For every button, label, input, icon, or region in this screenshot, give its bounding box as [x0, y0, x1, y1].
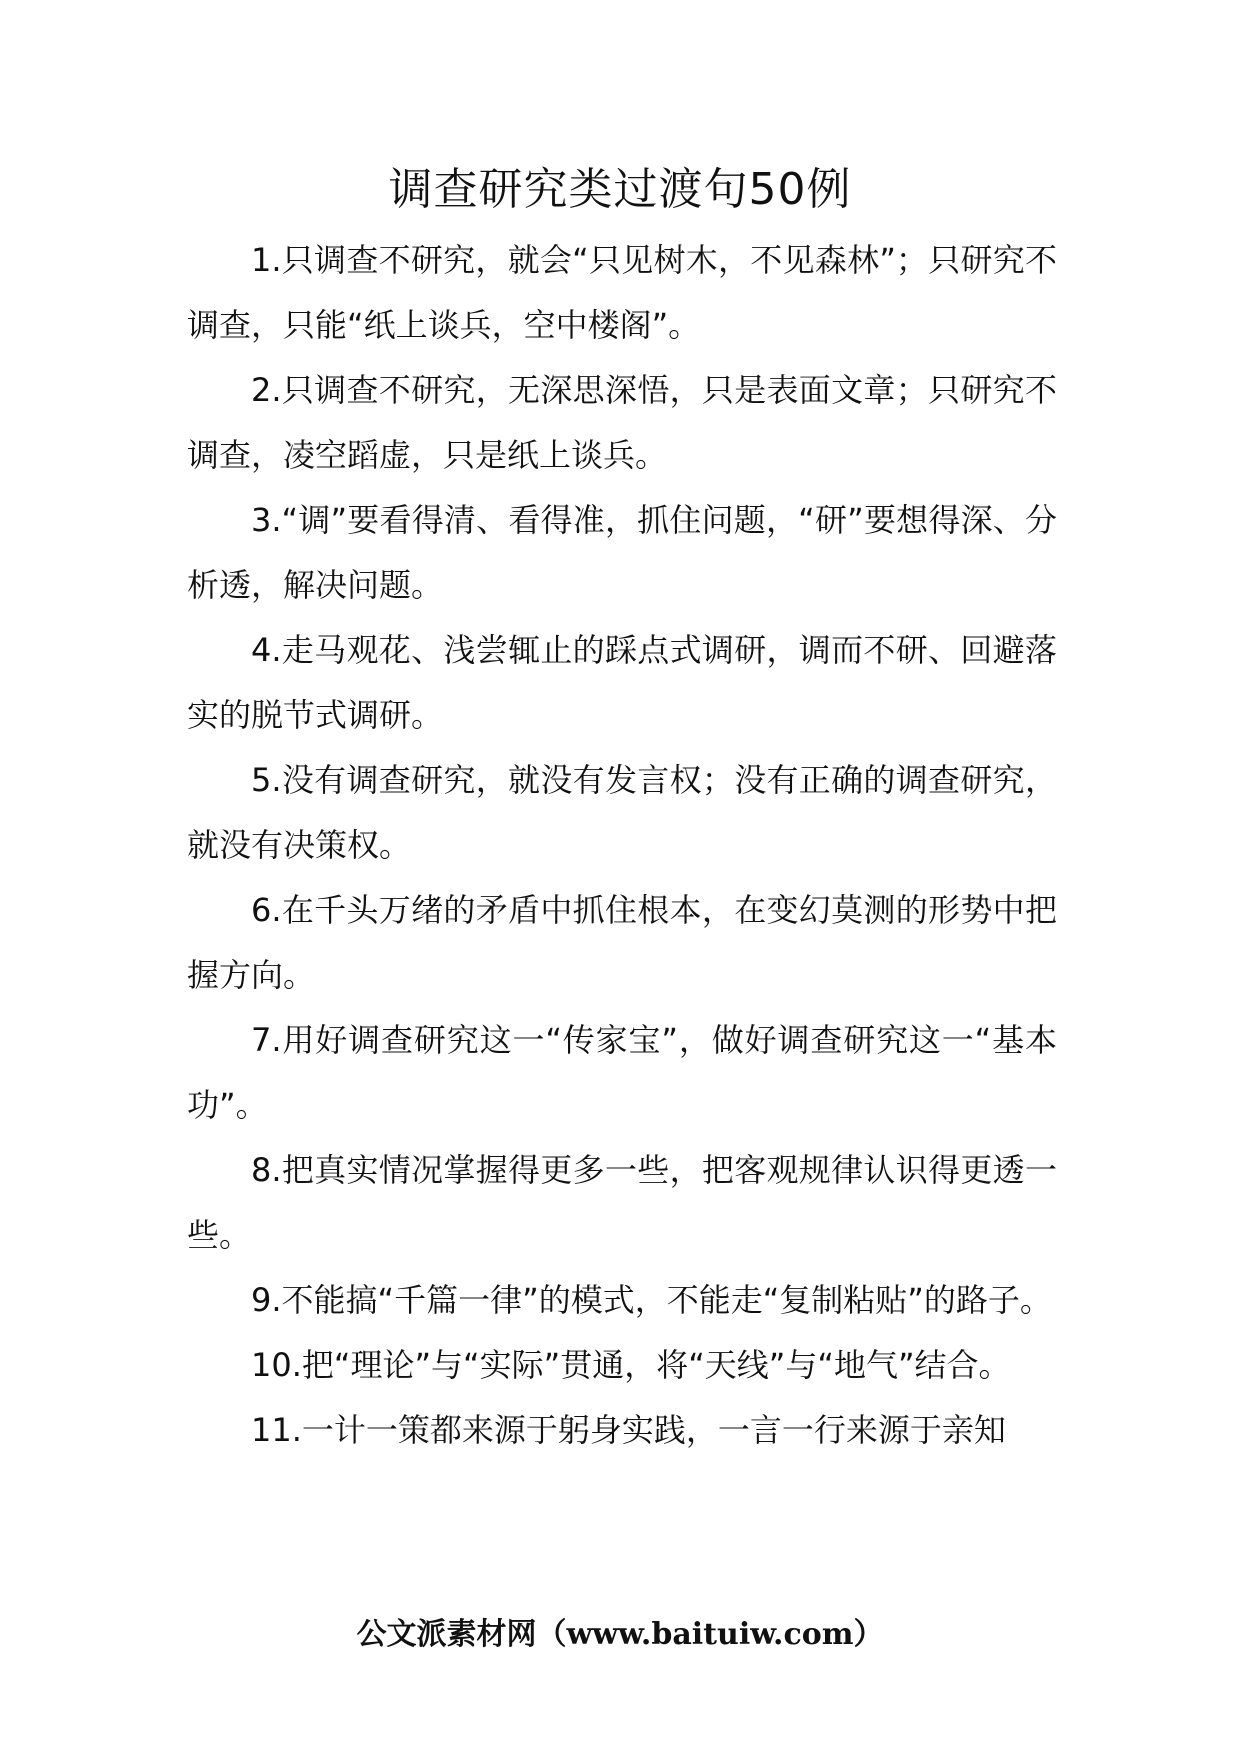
paragraph-7: 7.用好调查研究这一“传家宝”，做好调查研究这一“基本功”。 — [187, 1021, 1057, 1124]
paragraph-6: 6.在千头万绪的矛盾中抓住根本，在变幻莫测的形势中把握方向。 — [187, 891, 1057, 994]
paragraph-8: 8.把真实情况掌握得更多一些，把客观规律认识得更透一些。 — [187, 1151, 1057, 1254]
paragraph-11: 11.一计一策都来源于躬身实践，一言一行来源于亲知 — [251, 1411, 1006, 1449]
paragraph-5: 5.没有调查研究，就没有发言权；没有正确的调查研究，就没有决策权。 — [187, 761, 1057, 864]
paragraph-3: 3.“调”要看得清、看得准，抓住问题，“研”要想得深、分析透，解决问题。 — [187, 501, 1057, 604]
paragraph-4: 4.走马观花、浅尝辄止的踩点式调研，调而不研、回避落实的脱节式调研。 — [187, 631, 1057, 734]
paragraph-2: 2.只调查不研究，无深思深悟，只是表面文章；只研究不调查，凌空蹈虚，只是纸上谈兵。 — [187, 371, 1057, 474]
document-title: 调查研究类过渡句50例 — [388, 164, 852, 215]
paragraph-1: 1.只调查不研究，就会“只见树木，不见森林”；只研究不调查，只能“纸上谈兵，空中楼阁”。 — [187, 241, 1057, 344]
document-body — [187, 228, 1057, 1463]
paragraph-9: 9.不能搞“千篇一律”的模式，不能走“复制粘贴”的路子。 — [251, 1281, 1052, 1319]
paragraph-10: 10.把“理论”与“实际”贯通，将“天线”与“地气”结合。 — [251, 1346, 1011, 1384]
page-footer-source: 公文派素材网（www.baituiw.com） — [356, 1617, 884, 1652]
